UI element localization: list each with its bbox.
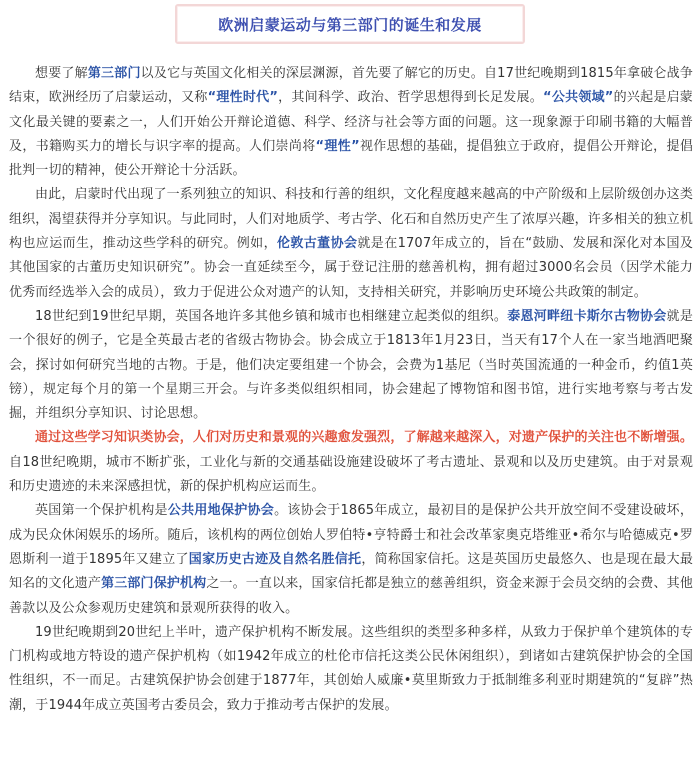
text-run: 想要了解 — [35, 66, 88, 81]
title-banner — [175, 4, 525, 44]
keyword-text: 公共用地保护协会 — [167, 503, 275, 519]
text-run: 19世纪晚期到20世纪上半叶，遗产保护机构不断发展。这些组织的类型多种多样，从致力于保护单个建筑体的专门机构或地方特设的遗产保护机构（如1942年成立的杜伦市信托这类公民休闲组织），到诸如古建筑保护协会的全国性组织，不一而足。古建筑保护协会创建于1877年，其创始人威廉•莫里斯致力于抵制维多利亚时期建筑的“复辟”热潮，于1944年成立英国考古委员会，致力于推动考古保护的发展。 — [9, 624, 693, 713]
text-run: 由此，启蒙时代出现了一系列独立的知识、科技和行善的组织，文化程度越来越高的中产阶级和上层阶级创办这类组织，渴望获得并分享知识。与此同时，人们对地质学、考古学、化石和自然历史产生了浓厚兴趣，许多相关的独立机构也应运而生，推动这些学科的研究。例如， — [9, 187, 693, 252]
keyword-text: 第三部门保护机构 — [101, 576, 207, 592]
keyword-text: “理性时代” — [207, 90, 279, 106]
keyword-text: 国家历史古迹及自然名胜信托 — [188, 551, 362, 567]
paragraph-4 — [9, 426, 693, 499]
paragraph-1 — [9, 62, 693, 183]
text-run: 就是在1707年成立的，旨在“鼓励、发展和深化对本国及其他国家的古董历史知识研究”。协会一直延续至今，属于登记注册的慈善机构，拥有超过3000名会员（因学术能力优秀而经选举入会的成员），致力于促进公众对遗产的认知，支持相关研究，并影响历史环境公共政策的制定。 — [9, 236, 693, 300]
text-run: 以及它与英国文化相关的深层渊源，首先要了解它的历史。自17世纪晚期到1815年拿破仑战争结束，欧洲经历了启蒙运动，又称 — [9, 66, 693, 106]
text-run: 英国第一个保护机构是 — [35, 503, 168, 519]
text-run: ，其间科学、政治、哲学思想得到长足发展。 — [278, 90, 544, 106]
keyword-text: 泰恩河畔纽卡斯尔古物协会 — [507, 308, 667, 324]
text-run: ，简称国家信托。这是英国历史最悠久、也是现在最大最知名的文化遗产 — [9, 551, 693, 592]
keyword-text: “理性” — [315, 138, 360, 154]
text-run: 。该协会于1865年成立，最初目的是保护公共开放空间不受建设破坏，成为民众休闲娱乐的场所。随后，该机构的两位创始人罗伯特•亨特爵士和社会改革家奥克塔维亚•希尔与哈德威克•罗恩斯利一道于1895年又建立了 — [9, 503, 693, 567]
text-run: 的兴起是启蒙文化最关键的要素之一，人们开始公开辩论道德、科学、经济与社会等方面的问题。这一现象源于印刷书籍的大幅普及，书籍购买力的增长与识字率的提高。人们崇尚将 — [9, 90, 693, 154]
paragraph-3 — [9, 305, 693, 426]
text-run: 18世纪到19世纪早期，英国各地许多其他乡镇和城市也相继建立起类似的组织。 — [35, 308, 508, 324]
paragraph-2 — [9, 183, 693, 304]
paragraph-5 — [9, 499, 693, 620]
page-title: 欧洲启蒙运动与第三部门的诞生和发展 — [218, 15, 482, 34]
keyword-text: 第三部门 — [87, 66, 141, 81]
article-body — [9, 62, 693, 718]
highlight-text: 通过这些学习知识类协会，人们对历史和景观的兴趣愈发强烈，了解越来越深入，对遗产保护的关注也不断增强。 — [35, 430, 693, 446]
keyword-text: 伦敦古董协会 — [276, 236, 358, 252]
text-run: 就是一个很好的例子，它是全英最古老的省级古物协会。协会成立于1813年1月23日，当天有17个人在一家当地酒吧聚会，探讨如何研究当地的古物。于是，他们决定要组建一个协会，会费为1基尼（当时英国流通的一种金币，约值1英镑），规定每个月的第一个星期三开会。与许多类似组织相同，协会建起了博物馆和图书馆，进行实地考察与考古发掘，并组织分享知识、讨论思想。 — [9, 308, 693, 422]
text-run: 自18世纪晚期，城市不断扩张，工业化与新的交通基础设施建设破坏了考古遗址、景观和以及历史建筑。由于对景观和历史遗迹的未来深感担忧，新的保护机构应运而生。 — [9, 454, 693, 495]
text-run: 之一。一直以来，国家信托都是独立的慈善组织，资金来源于会员交纳的会费、其他善款以及公众参观历史建筑和景观所获得的收入。 — [9, 576, 693, 616]
paragraph-6 — [9, 621, 693, 718]
text-run: 视作思想的基础，提倡独立于政府，提倡公开辩论，提倡批判一切的精神，使公开辩论十分活跃。 — [9, 138, 693, 179]
keyword-text: “公共领域” — [543, 90, 614, 106]
